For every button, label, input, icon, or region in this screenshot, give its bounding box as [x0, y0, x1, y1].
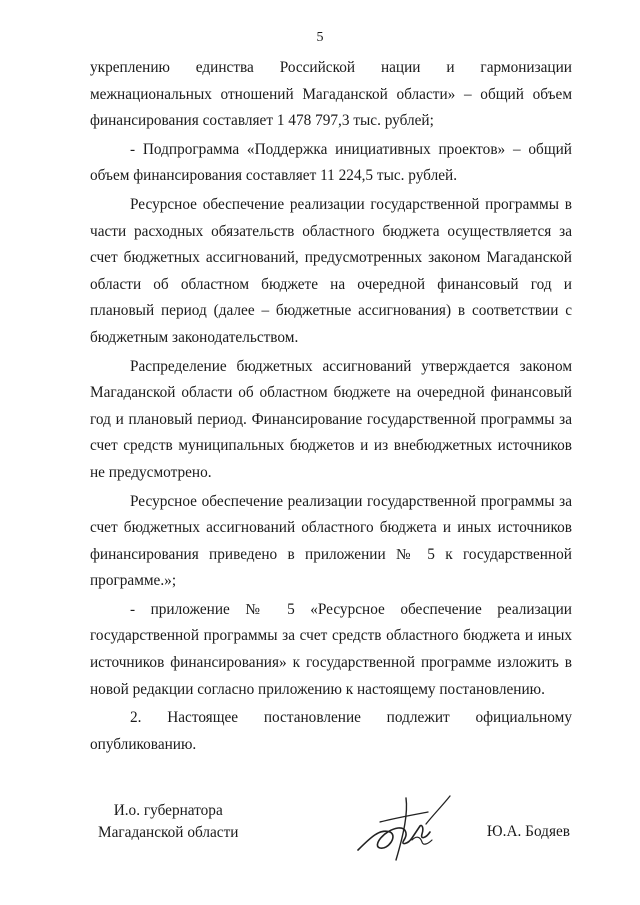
paragraph-5: Ресурсное обеспечение реализации государственной программы за счет бюджетных ассигнований областного бюджета и иных источников финансирования приведено в приложении № 5 к государственной программе.»; — [90, 492, 572, 590]
document-body — [90, 55, 572, 758]
paragraph-6: - приложение № 5 «Ресурсное обеспечение реализации государственной программы за счет средств областного бюджета и иных источников финансирования» к государственной программе изложить в новой редакции согласно приложению к настоящему постановлению. — [90, 600, 572, 698]
paragraph-7: 2. Настоящее постановление подлежит официальному опубликованию. — [90, 709, 572, 753]
paragraph-2: - Подпрограмма «Поддержка инициативных проектов» – общий объем финансирования составляет 11 224,5 тыс. рублей. — [90, 140, 572, 185]
signatory-title-line-2: Магаданской области — [98, 824, 239, 841]
handwritten-signature — [350, 788, 460, 868]
paragraph-1: укреплению единства Российской нации и гармонизации межнациональных отношений Магаданской области» – общий объем финансирования составляет 1 478 797,3 тыс. рублей; — [90, 59, 572, 130]
paragraph-3: Ресурсное обеспечение реализации государственной программы в части расходных обязательств областного бюджета осуществляется за счет бюджетных ассигнований, предусмотренных законом Магаданской области об областном бюджете на очередной финансовый год и плановый период (далее – бюджетные ассигнования) в соответствии с бюджетным законодательством. — [90, 195, 572, 346]
page-number: 5 — [316, 30, 324, 45]
paragraph-4: Распределение бюджетных ассигнований утверждается законом Магаданской области об областном бюджете на очередной финансовый год и плановый период. Финансирование государственной программы за счет средств муниципальных бюджетов и из внебюджетных источников не предусмотрено. — [90, 357, 572, 481]
signatory-title — [98, 800, 238, 844]
signatory-name: Ю.А. Бодяев — [486, 823, 570, 840]
signatory-title-line-1: И.о. губернатора — [113, 802, 223, 819]
